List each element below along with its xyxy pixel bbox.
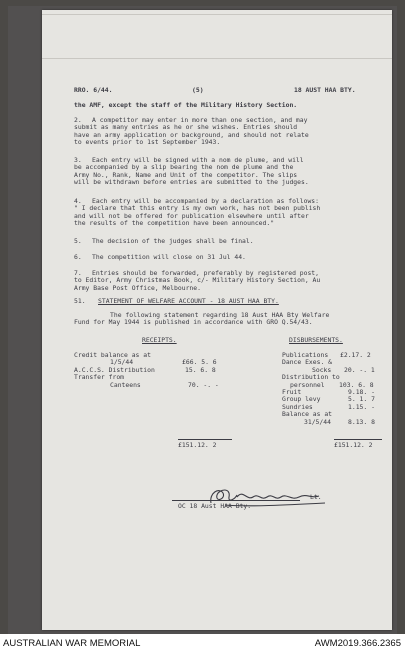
paragraph-5: The decision of the judges shall be final.: [92, 237, 254, 245]
text-line: The following statement regarding 18 Aust HAA Bty Welfare: [110, 311, 330, 319]
text-line: to events prior to 1st September 1943.: [74, 138, 221, 147]
text-line: to Editor, Army Christmas Book, c/- Military History Section, Au: [74, 276, 321, 285]
disbursement-row: [282, 419, 392, 426]
para-number: 6.: [74, 253, 82, 261]
text-line: submit as many entries as he or she wishes. Entries should: [74, 123, 298, 132]
para-number: 7.: [74, 269, 82, 277]
disbursements-table: [282, 352, 392, 426]
text-line: " I declare that this entry is my own work, has not been publish: [74, 204, 321, 213]
disbursement-label: Group levy: [282, 395, 321, 404]
disbursement-amount: 5. 1. 7: [348, 395, 375, 404]
paragraph-6: The competition will close on 31 Jul 44.: [92, 253, 246, 261]
signatory-rank: Lt.: [310, 493, 322, 501]
para-number: 5.: [74, 237, 82, 245]
receipts-heading: RECEIPTS.: [142, 336, 177, 344]
disbursement-label: 31/5/44: [304, 417, 331, 426]
text-line: Army No., Rank, Name and Unit of the competitor. The slips: [74, 170, 298, 179]
disbursement-label: personnel: [290, 380, 325, 389]
paragraph-4: [74, 197, 392, 228]
disbursements-heading: DISBURSEMENTS.: [289, 336, 343, 344]
disbursement-label: Dance Exes. &: [282, 358, 333, 367]
routine-order-ref: RRO. 6/44.: [74, 86, 113, 94]
paper-fold-line: [42, 14, 392, 15]
paper-fold-line: [42, 58, 392, 59]
receipt-amount: £66. 5. 6: [182, 358, 217, 367]
para-number: 51.: [74, 297, 86, 305]
receipt-label: A.C.C.S. Distribution: [74, 365, 155, 374]
disbursement-amount: 8.13. 8: [348, 417, 375, 426]
unit-name: 18 AUST HAA BTY.: [294, 86, 356, 94]
signature-line: [172, 500, 300, 501]
text-line: Each entry will be signed with a nom de plume, and will: [92, 156, 304, 164]
text-line: Army Base Post Office, Melbourne.: [74, 283, 201, 292]
receipts-total: £151.12. 2: [178, 441, 217, 449]
disbursement-label: Distribution to: [282, 373, 340, 382]
disbursement-label: Socks: [312, 365, 332, 374]
para-number: 4.: [74, 197, 82, 205]
disbursement-label: Sundries: [282, 402, 313, 411]
receipt-amount: 15. 6. 8: [185, 365, 216, 374]
disbursement-label: Fruit: [282, 387, 302, 396]
text-line: Fund for May 1944 is published in accordance with GRO Q.54/43.: [74, 318, 313, 327]
paragraph-2: [74, 116, 392, 147]
disbursement-amount: 1.15. -: [348, 402, 375, 411]
paragraph-7: [74, 269, 392, 292]
disbursements-total: £151.12. 2: [334, 441, 373, 449]
accession-number: AWM2019.366.2365: [314, 638, 401, 649]
para-number: 2.: [74, 116, 82, 124]
paragraph-3: [74, 156, 392, 187]
text-line: have an army application or background, and should not relate: [74, 130, 309, 139]
text-line: Entries should be forwarded, preferably by registered post,: [92, 269, 320, 277]
text-line: Each entry will be accompanied by a declaration as follows:: [92, 197, 320, 205]
disbursements-total-rule: [334, 439, 382, 440]
receipts-total-rule: [178, 439, 232, 440]
receipts-table: [74, 352, 232, 389]
paragraph-51: [74, 311, 405, 327]
disbursement-amount: 103. 6. 8: [339, 380, 374, 389]
disbursement-label: Publications: [282, 351, 329, 359]
text-line: will be withdrawn before entries are submitted to the judges.: [74, 178, 309, 187]
intro-line: the AMF, except the staff of the Military History Section.: [74, 101, 298, 109]
archive-name: AUSTRALIAN WAR MEMORIAL: [3, 638, 141, 649]
disbursement-amount: 9.18. -: [348, 387, 375, 396]
receipt-amount: 70. -. -: [188, 380, 219, 389]
welfare-account-heading: STATEMENT OF WELFARE ACCOUNT - 18 AUST HAA BTY.: [98, 297, 279, 305]
document-page: [42, 10, 392, 630]
text-line: A competitor may enter in more than one section, and may: [92, 116, 308, 124]
para-number: 3.: [74, 156, 82, 164]
disbursement-amount: £2.17. 2: [340, 351, 371, 359]
receipt-label: Canteens: [110, 380, 141, 389]
receipt-row: [74, 382, 232, 389]
receipt-label: Transfer from: [74, 373, 125, 382]
text-line: and will not be offered for publication elsewhere until after: [74, 211, 309, 220]
receipt-label: 1/5/44: [110, 358, 134, 367]
text-line: be accompanied by a slip bearing the nom de plume and the: [74, 163, 294, 172]
archive-footer: [0, 634, 405, 653]
disbursement-label: Balance as at: [282, 410, 333, 419]
disbursement-amount: 20. -. 1: [344, 365, 375, 374]
receipt-label: Credit balance as at: [74, 351, 151, 359]
signatory-title: OC 18 Aust HAA Bty.: [178, 502, 252, 510]
page-number: (5): [192, 86, 204, 94]
text-line: the results of the competition have been announced.": [74, 219, 275, 228]
